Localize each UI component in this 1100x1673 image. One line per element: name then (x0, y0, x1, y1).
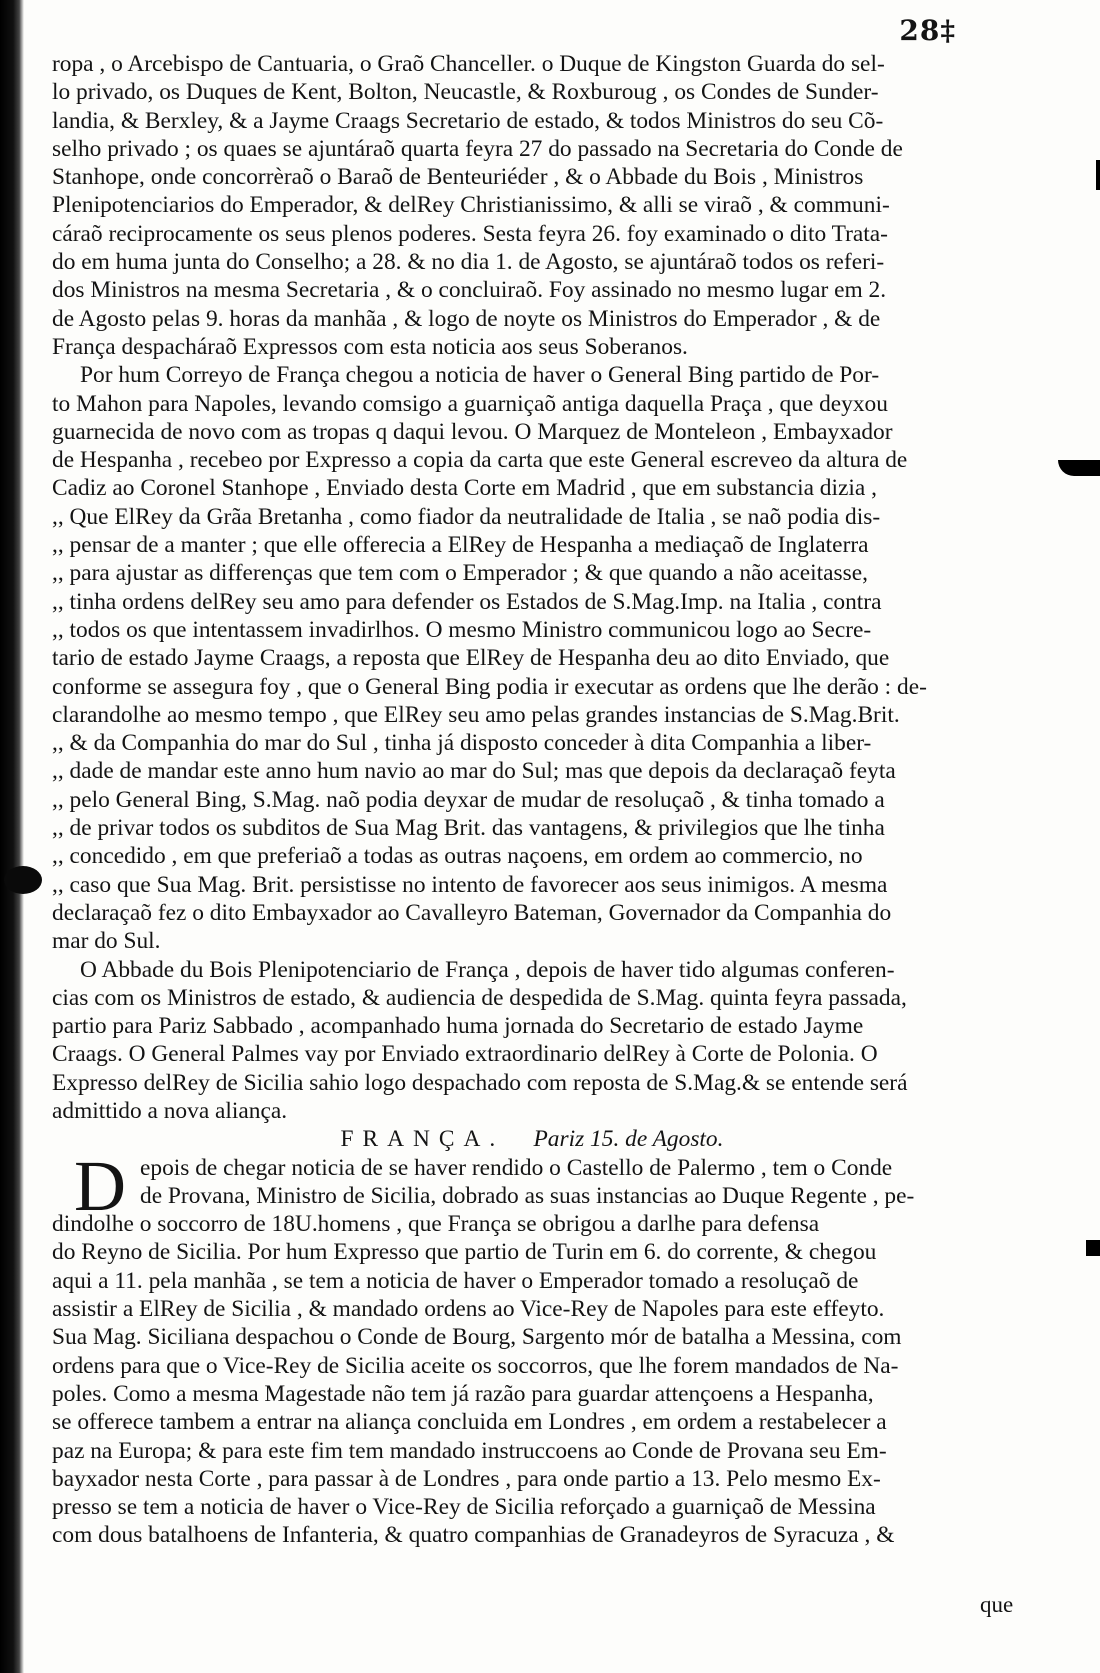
text-line: selho privado ; os quaes se ajuntáraõ quarta feyra 27 do passado na Secretaria do Conde de (52, 135, 903, 162)
text-line: do Reyno de Sicilia. Por hum Expresso que partio de Turin em 6. do corrente, & chegou (52, 1239, 877, 1266)
text-line: cáraõ reciprocamente os seus plenos poderes. Sesta feyra 26. foy examinado o dito Trata- (52, 220, 888, 247)
text-line: poles. Como a mesma Magestade não tem já razão para guardar attençoens a Hespanha, (52, 1380, 874, 1407)
text-line: Por hum Correyo de França chegou a noticia de haver o General Bing partido de Por- (80, 362, 880, 389)
text-line: ,, & da Companhia do mar do Sul , tinha já disposto conceder à dita Companhia a liber- (52, 730, 872, 757)
text-line: com dous batalhoens de Infanteria, & quatro companhias de Granadeyros de Syracuza , & (52, 1522, 895, 1549)
text-line: de Hespanha , recebeo por Expresso a copia da carta que este General escreveo da altura de (52, 447, 908, 474)
text-line: O Abbade du Bois Plenipotenciario de França , depois de haver tido algumas conferen- (80, 956, 895, 983)
text-line: conforme se assegura foy , que o General Bing podia ir executar as ordens que lhe derão : de- (52, 673, 927, 700)
text-line: de Provana, Ministro de Sicilia, dobrado as suas instancias ao Duque Regente , pe- (140, 1182, 915, 1209)
text-line: epois de chegar noticia de se haver rendido o Castello de Palermo , tem o Conde (140, 1154, 893, 1181)
text-line: ropa , o Arcebispo de Cantuaria, o Graõ Chanceller. o Duque de Kingston Guarda do sel- (52, 51, 885, 77)
scan-binding-edge (0, 0, 24, 1673)
text-line: to Mahon para Napoles, levando comsigo a guarniçaõ antiga daquella Praça , que deyxou (52, 390, 888, 417)
drop-cap: D (74, 1145, 126, 1226)
paragraph-general-bing (52, 361, 1012, 955)
text-line: ,, pelo General Bing, S.Mag. naõ podia deyxar de mudar de resoluçaõ , & tinha tomado a (52, 786, 885, 813)
text-line: Craags. O General Palmes vay por Enviado extraordinario delRey à Corte de Polonia. O (52, 1041, 878, 1068)
text-line: guarnecida de novo com as tropas q daqui levou. O Marquez de Monteleon , Embayxador (52, 418, 893, 445)
text-line: ,, caso que Sua Mag. Brit. persistisse no intento de favorecer aos seus inimigos. A mesma (52, 871, 888, 898)
text-line: dos Ministros na mesma Secretaria , & o concluiraõ. Foy assinado no mesmo lugar em 2. (52, 277, 887, 304)
scan-edge-mark (1096, 160, 1100, 190)
text-line: clarandolhe ao mesmo tempo , que ElRey seu amo pelas grandes instancias de S.Mag.Brit. (52, 701, 900, 728)
scan-edge-mark (1086, 1240, 1100, 1256)
text-line: ,, concedido , em que preferiaõ a todas as outras naçoens, em ordem ao commercio, no (52, 843, 863, 870)
paragraph-franca (52, 1145, 1012, 1550)
text-line: ,, pensar de a manter ; que elle offerecia a ElRey de Hespanha a mediaçaõ de Inglaterra (52, 532, 869, 559)
text-line: ,, Que ElRey da Grãa Bretanha , como fiador da neutralidade de Italia , se naõ podia dis- (52, 503, 881, 530)
text-line: landia, & Berxley, & a Jayme Craags Secretario de estado, & todos Ministros do seu Cõ- (52, 107, 884, 134)
text-line: mar do Sul. (52, 928, 161, 955)
text-line: partio para Pariz Sabbado , acompanhado huma jornada do Secretario de estado Jayme (52, 1013, 864, 1040)
text-line: França despacháraõ Expressos com esta noticia aos seus Soberanos. (52, 333, 688, 360)
paragraph-abbade-du-bois (52, 956, 1012, 1126)
text-line: lo privado, os Duques de Kent, Bolton, Neucastle, & Roxburoug , os Condes de Sunder- (52, 79, 879, 106)
text-line: Stanhope, onde concorrèraõ o Baraõ de Benteuriéder , & o Abbade du Bois , Ministros (52, 164, 864, 191)
text-line: ,, para ajustar as differenças que tem com o Emperador ; & que quando a não aceitasse, (52, 560, 868, 587)
text-line: ,, de privar todos os subditos de Sua Mag Brit. das vantagens, & privilegios que lhe tinha (52, 815, 885, 842)
text-line: Expresso delRey de Sicilia sahio logo despachado com reposta de S.Mag.& se entende será (52, 1069, 908, 1096)
section-heading (52, 1125, 1012, 1153)
scan-edge-mark (1058, 460, 1100, 476)
text-line: tario de estado Jayme Craags, a reposta que ElRey de Hespanha deu ao dito Enviado, que (52, 645, 890, 672)
text-line: cias com os Ministros de estado, & audiencia de despedida de S.Mag. quinta feyra passada, (52, 984, 907, 1011)
binding-clip-mark (4, 866, 42, 894)
paragraph-london-treaty (52, 50, 1012, 361)
text-line: dindolhe o soccorro de 18U.homens , que França se obrigou a darlhe para defensa (52, 1211, 820, 1238)
text-line: Sua Mag. Siciliana despachou o Conde de Bourg, Sargento mór de batalha a Messina, com (52, 1324, 902, 1351)
text-line: presso se tem a noticia de haver o Vice-Rey de Sicilia reforçado a guarniçaõ de Messina (52, 1494, 876, 1521)
text-line: ,, dade de mandar este anno hum navio ao mar do Sul; mas que depois da declaraçaõ feyta (52, 758, 896, 785)
text-line: ,, todos os que intentassem invadirlhos. O mesmo Ministro communicou logo ao Secre- (52, 616, 872, 643)
text-line: assistir a ElRey de Sicilia , & mandado ordens ao Vice-Rey de Napoles para este effeyto. (52, 1296, 885, 1323)
text-line: bayxador nesta Corte , para passar à de Londres , para onde partio a 13. Pelo mesmo Ex- (52, 1465, 881, 1492)
text-line: de Agosto pelas 9. horas da manhãa , & logo de noyte os Ministros do Emperador , & de (52, 305, 881, 332)
body-text (52, 50, 1012, 1550)
catch-word: que (980, 1592, 1014, 1617)
text-line: paz na Europa; & para este fim tem mandado instruccoens ao Conde de Provana seu Em- (52, 1437, 887, 1464)
text-line: ,, tinha ordens delRey seu amo para defender os Estados de S.Mag.Imp. na Italia , contra (52, 588, 882, 615)
text-line: ordens para que o Vice-Rey de Sicilia aceite os soccorros, que lhe forem mandados de Na- (52, 1352, 899, 1379)
text-line: admittido a nova aliança. (52, 1097, 288, 1124)
text-line: declaraçaõ fez o dito Embayxador ao Cavalleyro Bateman, Governador da Companhia do (52, 899, 892, 926)
page-number: 28‡ (899, 14, 956, 47)
text-line: aqui a 11. pela manhãa , se tem a noticia de haver o Emperador tomado a resoluçaõ de (52, 1267, 859, 1294)
heading-place-date: Pariz 15. de Agosto. (533, 1126, 724, 1153)
heading-country: FRANÇA. (340, 1126, 505, 1153)
text-line: Plenipotenciarios do Emperador, & delRey Christianissimo, & alli se viraõ , & communi- (52, 192, 890, 219)
text-line: Cadiz ao Coronel Stanhope , Enviado desta Corte em Madrid , que em substancia dizia , (52, 475, 877, 502)
text-line: do em huma junta do Conselho; a 28. & no dia 1. de Agosto, se ajuntáraõ todos os referi- (52, 249, 885, 276)
text-line: se offerece tambem a entrar na aliança concluida em Londres , em ordem a restabelecer a (52, 1409, 887, 1436)
